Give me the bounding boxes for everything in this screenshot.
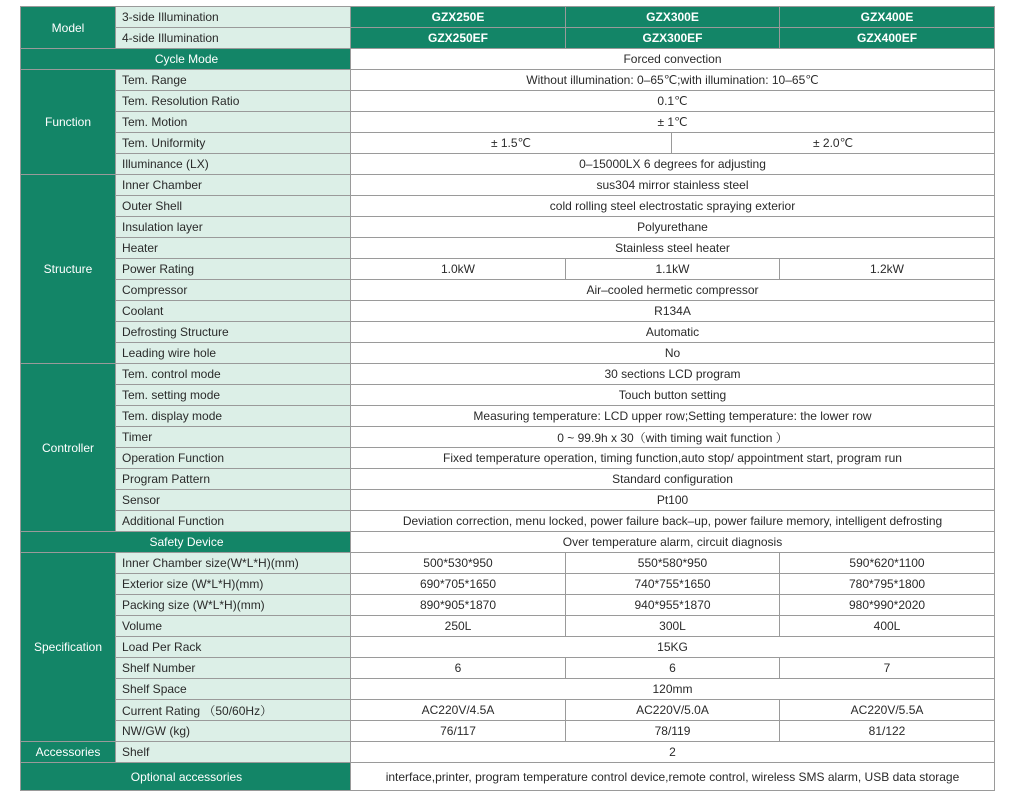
spec-row-exterior-size — [21, 574, 995, 595]
function-row-resolution — [21, 91, 995, 112]
structure-row-compressor — [21, 280, 995, 301]
function-row-illuminance — [21, 154, 995, 175]
model-gzx400e: GZX400E — [780, 7, 995, 28]
label-heater: Heater — [116, 238, 351, 259]
label-tem-range: Tem. Range — [116, 70, 351, 91]
value-nw-gw-1: 76/117 — [351, 721, 566, 742]
value-coolant: R134A — [351, 301, 995, 322]
value-packing-size-1: 890*905*1870 — [351, 595, 566, 616]
label-timer: Timer — [116, 427, 351, 448]
label-operation: Operation Function — [116, 448, 351, 469]
label-wire-hole: Leading wire hole — [116, 343, 351, 364]
value-timer: 0 ~ 99.9h x 30（with timing wait function ） — [351, 427, 995, 448]
value-current-rating-1: AC220V/4.5A — [351, 700, 566, 721]
structure-row-heater — [21, 238, 995, 259]
label-3side-illumination: 3-side Illumination — [116, 7, 351, 28]
group-model: Model — [21, 7, 116, 49]
group-function: Function — [21, 70, 116, 175]
value-nw-gw-3: 81/122 — [780, 721, 995, 742]
spec-row-shelf-space — [21, 679, 995, 700]
optional-accessories-row — [21, 763, 995, 791]
value-load-per-rack: 15KG — [351, 637, 995, 658]
value-insulation: Polyurethane — [351, 217, 995, 238]
label-display-mode: Tem. display mode — [116, 406, 351, 427]
value-shelf: 2 — [351, 742, 995, 763]
label-additional-function: Additional Function — [116, 511, 351, 532]
spec-row-packing-size — [21, 595, 995, 616]
value-safety-device: Over temperature alarm, circuit diagnosis — [351, 532, 995, 553]
value-defrosting: Automatic — [351, 322, 995, 343]
label-shelf-space: Shelf Space — [116, 679, 351, 700]
value-inner-size-1: 500*530*950 — [351, 553, 566, 574]
value-tem-motion: ± 1℃ — [351, 112, 995, 133]
group-specification: Specification — [21, 553, 116, 742]
spec-row-current-rating — [21, 700, 995, 721]
label-power-rating: Power Rating — [116, 259, 351, 280]
model-gzx400ef: GZX400EF — [780, 28, 995, 49]
value-nw-gw-2: 78/119 — [566, 721, 780, 742]
value-inner-chamber: sus304 mirror stainless steel — [351, 175, 995, 196]
model-gzx300ef: GZX300EF — [566, 28, 780, 49]
controller-row-additional — [21, 511, 995, 532]
value-volume-2: 300L — [566, 616, 780, 637]
label-coolant: Coolant — [116, 301, 351, 322]
value-sensor: Pt100 — [351, 490, 995, 511]
cycle-mode-row — [21, 49, 995, 70]
value-tem-uniformity-2: ± 2.0℃ — [672, 133, 995, 154]
label-tem-motion: Tem. Motion — [116, 112, 351, 133]
label-control-mode: Tem. control mode — [116, 364, 351, 385]
structure-row-inner — [21, 175, 995, 196]
value-current-rating-3: AC220V/5.5A — [780, 700, 995, 721]
value-power-rating-2: 1.1kW — [566, 259, 780, 280]
spec-table — [20, 6, 995, 791]
spec-row-nw-gw — [21, 721, 995, 742]
spec-row-shelf-number — [21, 658, 995, 679]
controller-row-control-mode — [21, 364, 995, 385]
structure-row-coolant — [21, 301, 995, 322]
value-tem-resolution: 0.1℃ — [351, 91, 995, 112]
group-accessories: Accessories — [21, 742, 116, 763]
function-row-range — [21, 70, 995, 91]
controller-row-display-mode — [21, 406, 995, 427]
value-exterior-size-2: 740*755*1650 — [566, 574, 780, 595]
label-illuminance: Illuminance (LX) — [116, 154, 351, 175]
label-exterior-size: Exterior size (W*L*H)(mm) — [116, 574, 351, 595]
label-inner-chamber: Inner Chamber — [116, 175, 351, 196]
label-sensor: Sensor — [116, 490, 351, 511]
label-setting-mode: Tem. setting mode — [116, 385, 351, 406]
value-additional-function: Deviation correction, menu locked, power failure back–up, power failure memory, intelligent defrosting — [351, 511, 995, 532]
value-volume-1: 250L — [351, 616, 566, 637]
value-cycle-mode: Forced convection — [351, 49, 995, 70]
spec-row-load — [21, 637, 995, 658]
value-control-mode: 30 sections LCD program — [351, 364, 995, 385]
label-outer-shell: Outer Shell — [116, 196, 351, 217]
function-row-motion — [21, 112, 995, 133]
model-gzx300e: GZX300E — [566, 7, 780, 28]
value-power-rating-3: 1.2kW — [780, 259, 995, 280]
accessories-row-shelf — [21, 742, 995, 763]
value-operation: Fixed temperature operation, timing function,auto stop/ appointment start, program run — [351, 448, 995, 469]
value-power-rating-1: 1.0kW — [351, 259, 566, 280]
model-gzx250ef: GZX250EF — [351, 28, 566, 49]
value-display-mode: Measuring temperature: LCD upper row;Setting temperature: the lower row — [351, 406, 995, 427]
label-tem-resolution: Tem. Resolution Ratio — [116, 91, 351, 112]
spec-row-volume — [21, 616, 995, 637]
label-shelf-number: Shelf Number — [116, 658, 351, 679]
value-illuminance: 0–15000LX 6 degrees for adjusting — [351, 154, 995, 175]
value-heater: Stainless steel heater — [351, 238, 995, 259]
model-gzx250e: GZX250E — [351, 7, 566, 28]
value-volume-3: 400L — [780, 616, 995, 637]
value-wire-hole: No — [351, 343, 995, 364]
controller-row-setting-mode — [21, 385, 995, 406]
value-packing-size-3: 980*990*2020 — [780, 595, 995, 616]
value-exterior-size-1: 690*705*1650 — [351, 574, 566, 595]
label-current-rating: Current Rating （50/60Hz） — [116, 700, 351, 721]
value-shelf-number-3: 7 — [780, 658, 995, 679]
value-exterior-size-3: 780*795*1800 — [780, 574, 995, 595]
group-structure: Structure — [21, 175, 116, 364]
label-safety-device: Safety Device — [21, 532, 351, 553]
structure-row-insulation — [21, 217, 995, 238]
label-packing-size: Packing size (W*L*H)(mm) — [116, 595, 351, 616]
safety-device-row — [21, 532, 995, 553]
function-row-uniformity — [21, 133, 995, 154]
value-tem-uniformity-1: ± 1.5℃ — [351, 133, 672, 154]
model-row-3side — [21, 7, 995, 28]
label-inner-size: Inner Chamber size(W*L*H)(mm) — [116, 553, 351, 574]
label-optional-accessories: Optional accessories — [21, 763, 351, 791]
structure-row-power — [21, 259, 995, 280]
structure-row-outer — [21, 196, 995, 217]
value-compressor: Air–cooled hermetic compressor — [351, 280, 995, 301]
label-program-pattern: Program Pattern — [116, 469, 351, 490]
structure-row-defrosting — [21, 322, 995, 343]
label-insulation: Insulation layer — [116, 217, 351, 238]
value-current-rating-2: AC220V/5.0A — [566, 700, 780, 721]
value-optional-accessories: interface,printer, program temperature control device,remote control, wireless SMS alarm, USB data storage — [351, 763, 995, 791]
controller-row-program — [21, 469, 995, 490]
value-shelf-number-2: 6 — [566, 658, 780, 679]
model-row-4side — [21, 28, 995, 49]
label-volume: Volume — [116, 616, 351, 637]
value-program-pattern: Standard configuration — [351, 469, 995, 490]
value-inner-size-2: 550*580*950 — [566, 553, 780, 574]
label-nw-gw: NW/GW (kg) — [116, 721, 351, 742]
structure-row-wire-hole — [21, 343, 995, 364]
spec-row-inner-size — [21, 553, 995, 574]
label-compressor: Compressor — [116, 280, 351, 301]
label-tem-uniformity: Tem. Uniformity — [116, 133, 351, 154]
controller-row-timer — [21, 427, 995, 448]
value-inner-size-3: 590*620*1100 — [780, 553, 995, 574]
label-load-per-rack: Load Per Rack — [116, 637, 351, 658]
value-shelf-space: 120mm — [351, 679, 995, 700]
controller-row-operation — [21, 448, 995, 469]
label-defrosting: Defrosting Structure — [116, 322, 351, 343]
value-tem-range: Without illumination: 0–65℃;with illumination: 10–65℃ — [351, 70, 995, 91]
value-outer-shell: cold rolling steel electrostatic spraying exterior — [351, 196, 995, 217]
label-4side-illumination: 4-side Illumination — [116, 28, 351, 49]
controller-row-sensor — [21, 490, 995, 511]
label-shelf: Shelf — [116, 742, 351, 763]
value-shelf-number-1: 6 — [351, 658, 566, 679]
value-setting-mode: Touch button setting — [351, 385, 995, 406]
label-cycle-mode: Cycle Mode — [21, 49, 351, 70]
group-controller: Controller — [21, 364, 116, 532]
value-packing-size-2: 940*955*1870 — [566, 595, 780, 616]
